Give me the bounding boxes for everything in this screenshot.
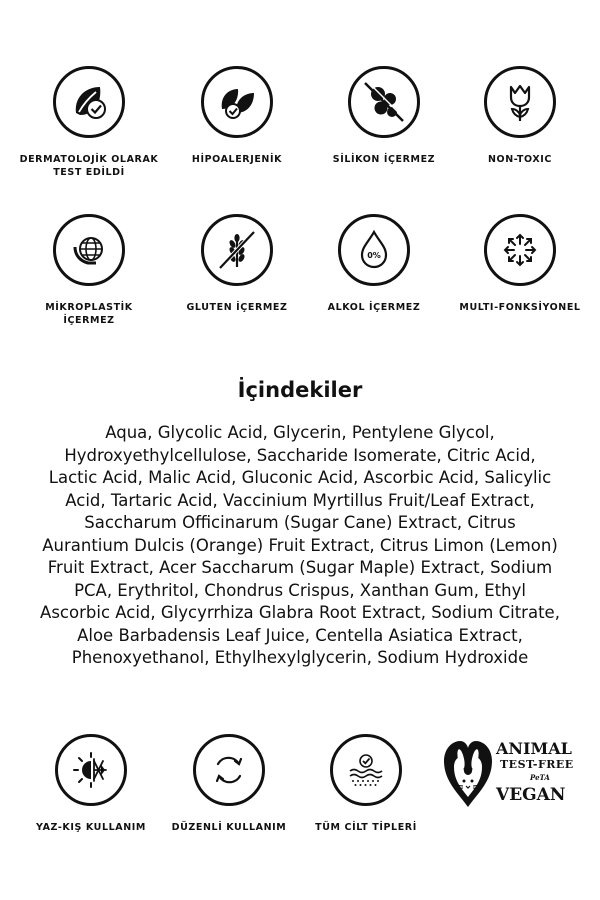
- bunny-heart-icon: [440, 737, 496, 809]
- feature-label: TÜM CİLT TİPLERİ: [315, 822, 417, 833]
- feature-multifunctional: [450, 214, 590, 314]
- feature-label: GLUTEN İÇERMEZ: [186, 302, 288, 313]
- badge-line-animal: ANIMAL: [496, 739, 572, 758]
- feature-microplastic-free: [19, 214, 159, 327]
- feature-non-toxic: [450, 66, 590, 166]
- feature-summer-winter: [21, 734, 161, 834]
- feature-hypoallergenic: [167, 66, 307, 166]
- no-gluten-icon: [201, 214, 273, 286]
- badge-line-test-free: TEST-FREE: [500, 758, 574, 771]
- leaf-check-icon: [53, 66, 125, 138]
- feature-label: NON-TOXIC: [488, 154, 552, 165]
- skin-layers-icon: [330, 734, 402, 806]
- feature-label: HİPOALERJENİK: [191, 154, 283, 165]
- badge-line-peta: PeTA: [530, 773, 550, 782]
- no-silicone-icon: [348, 66, 420, 138]
- feature-label: MİKROPLASTİK İÇERMEZ: [45, 302, 133, 326]
- ingredients-title: İçindekiler: [237, 378, 363, 402]
- feature-regular-use: [159, 734, 299, 834]
- feature-label: YAZ-KIŞ KULLANIM: [36, 822, 146, 833]
- leaves-check-icon: [201, 66, 273, 138]
- feature-gluten-free: [167, 214, 307, 314]
- feature-label: DÜZENLİ KULLANIM: [171, 822, 287, 833]
- cycle-arrows-icon: [193, 734, 265, 806]
- feature-all-skin-types: [296, 734, 436, 834]
- drop-zero-icon: [338, 214, 410, 286]
- peta-vegan-badge: [440, 737, 580, 809]
- sun-snow-icon: [55, 734, 127, 806]
- feature-silicone-free: [314, 66, 454, 166]
- feature-label: MULTI-FONKSİYONEL: [459, 302, 581, 313]
- feature-dermatologically-tested: [19, 66, 159, 179]
- feature-label: SİLİKON İÇERMEZ: [332, 154, 436, 165]
- globe-hand-icon: [53, 214, 125, 286]
- ingredients-list: Aqua, Glycolic Acid, Glycerin, Pentylene Glycol, Hydroxyethylcellulose, Saccharide Isomerate, Citric Acid, Lactic Acid, Malic Acid, Gluconic Acid, Ascorbic Acid, Salicylic Acid, Tartaric Acid, Vaccinium Myrtillus Fruit/Leaf Extract, Saccharum Officinarum (Sugar Cane) Extract, Citrus Aurantium Dulcis (Orange) Fruit Extract, Citrus Limon (Lemon) Fruit Extract, Acer Saccharum (Sugar Maple) Extract, Sodium PCA, Erythritol, Chondrus Crispus, Xanthan Gum, Ethyl Ascorbic Acid, Glycyrrhiza Glabra Root Extract, Sodium Citrate, Aloe Barbadensis Leaf Juice, Centella Asiatica Extract, Phenoxyethanol, Ethylhexylglycerin, Sodium Hydroxide: [40, 423, 560, 667]
- badge-line-vegan: VEGAN: [496, 785, 566, 805]
- multi-arrows-icon: [484, 214, 556, 286]
- feature-label: DERMATOLOJİK OLARAK TEST EDİLDİ: [19, 154, 159, 178]
- feature-alcohol-free: [304, 214, 444, 314]
- svg-text:0%: 0%: [367, 251, 381, 260]
- tulip-icon: [484, 66, 556, 138]
- feature-label: ALKOL İÇERMEZ: [327, 302, 421, 313]
